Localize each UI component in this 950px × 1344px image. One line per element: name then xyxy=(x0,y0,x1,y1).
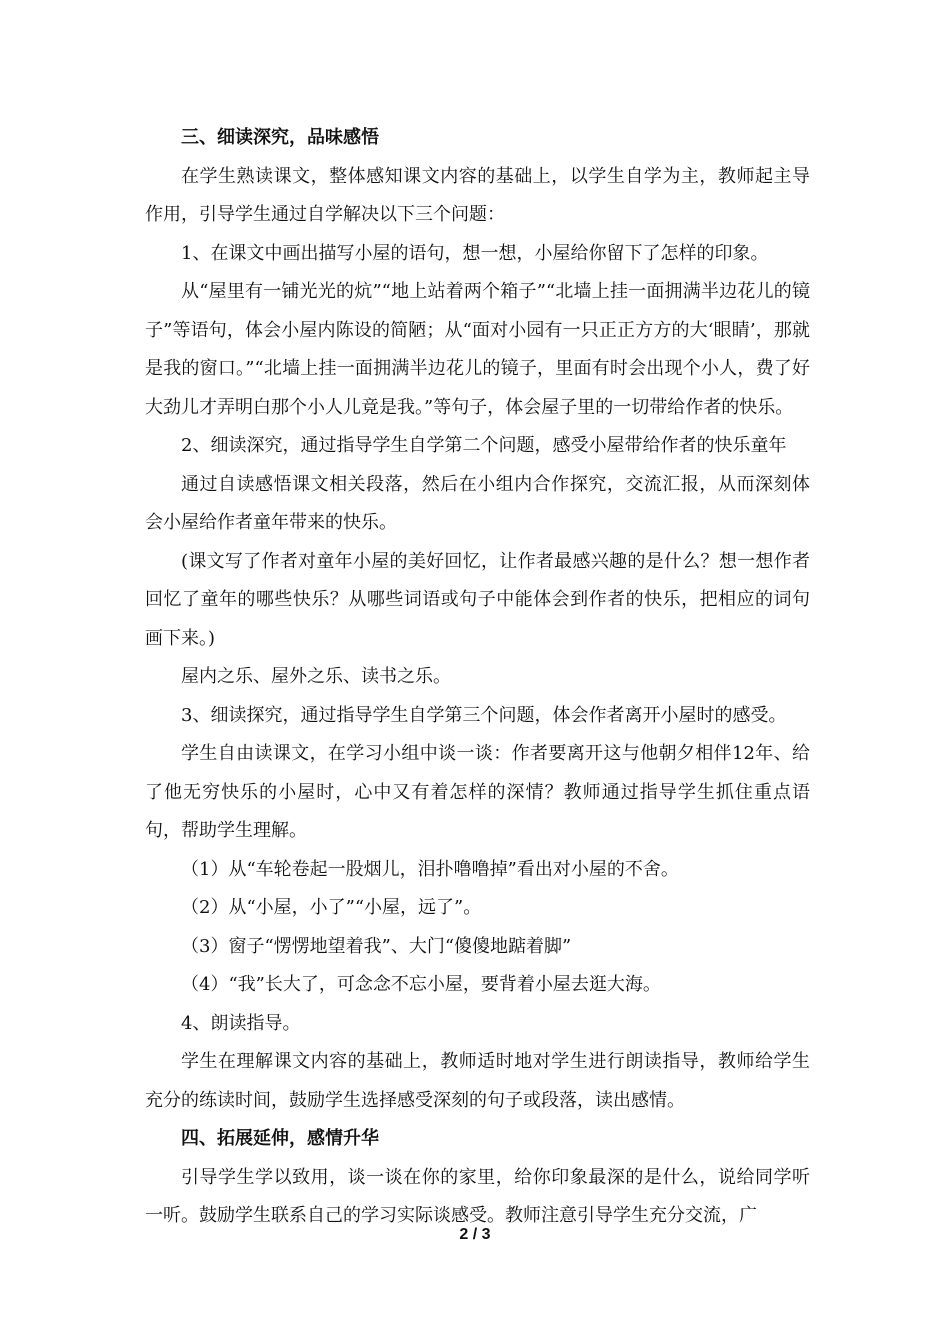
paragraph: 屋内之乐、屋外之乐、读书之乐。 xyxy=(181,666,451,687)
list-item: （4）“我”长大了，可念念不忘小屋，要背着小屋去逛大海。 xyxy=(181,974,661,995)
paragraph: 从“屋里有一铺光光的炕”“地上站着两个箱子”“北墙上挂一面拥满半边花儿的镜子”等语句，体会小屋内陈设的简陋；从“面对小园有一只正正方方的大‘眼睛’，那就是我的窗口。”“北墙上挂一面拥满半边花儿的镜子，里面有时会出现个小人，费了好大劲儿才弄明白那个小人儿竟是我。”等句子，体会屋子里的一切带给作者的快乐。 xyxy=(145,281,810,418)
list-item: （1）从“车轮卷起一股烟儿，泪扑噜噜掉”看出对小屋的不舍。 xyxy=(181,858,679,880)
paragraph: 学生在理解课文内容的基础上，教师适时地对学生进行朗读指导，教师给学生充分的练读时间，鼓励学生选择感受深刻的句子或段落，读出感情。 xyxy=(145,1051,810,1111)
document-body xyxy=(145,119,810,1236)
list-item: （3）窗子“愣愣地望着我”、大门“傻傻地踮着脚” xyxy=(181,935,572,957)
paragraph: (课文写了作者对童年小屋的美好回忆，让作者最感兴趣的是什么？想一想作者回忆了童年的哪些快乐？从哪些词语或句子中能体会到作者的快乐，把相应的词句画下来。) xyxy=(145,550,810,649)
paragraph: 学生自由读课文，在学习小组中谈一谈：作者要离开这与他朝夕相伴12年、给了他无穷快乐的小屋时，心中又有着怎样的深情？教师通过指导学生抓住重点语句，帮助学生理解。 xyxy=(145,743,810,841)
paragraph: 3、细读探究，通过指导学生自学第三个问题，体会作者离开小屋时的感受。 xyxy=(181,704,787,726)
list-item: （2）从“小屋，小了”“小屋，远了”。 xyxy=(181,897,482,918)
section-heading-4: 四、拓展延伸，感情升华 xyxy=(181,1128,379,1149)
paragraph: 1、在课文中画出描写小屋的语句，想一想，小屋给你留下了怎样的印象。 xyxy=(181,242,769,264)
section-heading-3: 三、细读深究，品味感悟 xyxy=(181,127,379,148)
paragraph: 在学生熟读课文，整体感知课文内容的基础上，以学生自学为主，教师起主导作用，引导学生通过自学解决以下三个问题： xyxy=(145,165,810,225)
paragraph: 4、朗读指导。 xyxy=(181,1012,301,1034)
page-number: 2 / 3 xyxy=(459,1226,491,1243)
paragraph: 2、细读深究，通过指导学生自学第二个问题，感受小屋带给作者的快乐童年 xyxy=(181,435,787,456)
paragraph: 通过自读感悟课文相关段落，然后在小组内合作探究，交流汇报，从而深刻体会小屋给作者童年带来的快乐。 xyxy=(145,473,810,533)
paragraph: 引导学生学以致用，谈一谈在你的家里，给你印象最深的是什么，说给同学听一听。鼓励学生联系自己的学习实际谈感受。教师注意引导学生充分交流，广 xyxy=(145,1166,810,1226)
